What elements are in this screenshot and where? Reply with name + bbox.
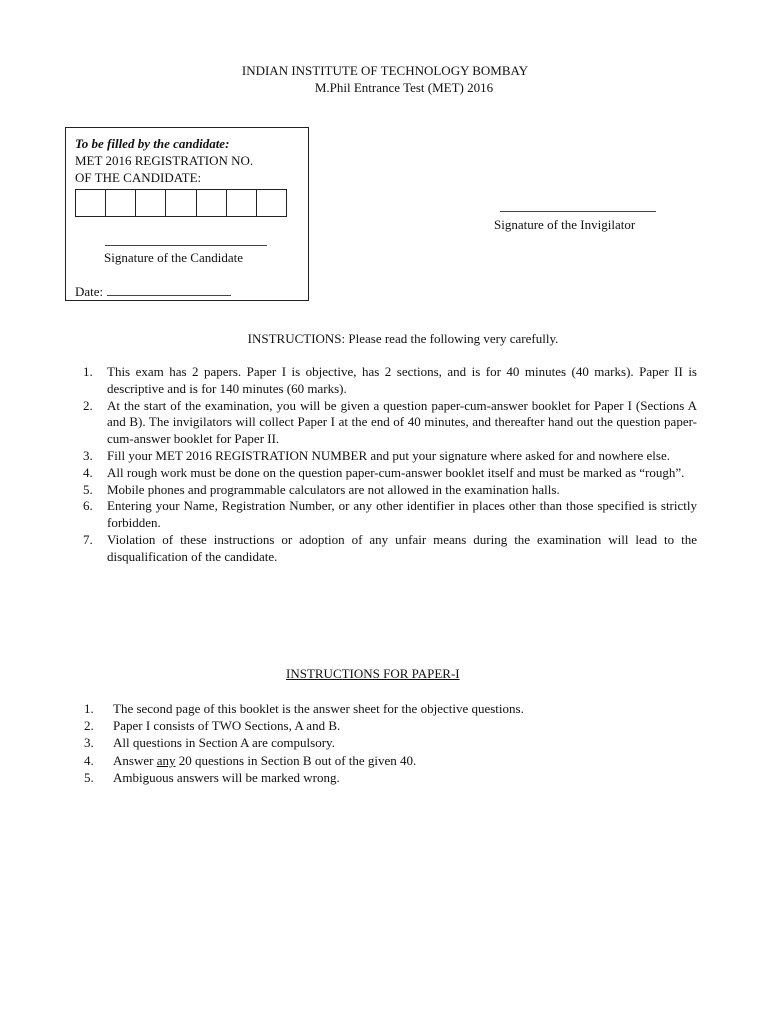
- list-item-number: 3.: [83, 447, 93, 463]
- list-item-text: Violation of these instructions or adoption of any unfair means during the examination will lead to the disqualification of the candidate.: [107, 531, 697, 564]
- list-item-number: 7.: [83, 531, 93, 547]
- test-name: M.Phil Entrance Test (MET) 2016: [314, 80, 494, 95]
- invigilator-signature-block: [494, 211, 656, 233]
- list-item-number: 3.: [84, 735, 94, 751]
- list-item-text: At the start of the examination, you will be given a question paper-cum-answer booklet for Paper I (Sections A and B). The invigilators will collect Paper I at the end of 40 minutes, and thereafter hand out the question paper-cum-answer booklet for Paper II.: [107, 397, 697, 447]
- list-item: [83, 465, 697, 482]
- registration-digit-box[interactable]: [257, 190, 286, 216]
- instructions-list: [83, 364, 697, 566]
- list-item: [84, 769, 644, 786]
- registration-digit-box[interactable]: [76, 190, 106, 216]
- list-item-number: 1.: [83, 364, 93, 379]
- list-item-text: Ambiguous answers will be marked wrong.: [113, 769, 340, 785]
- instructions-title: INSTRUCTIONS: Please read the following very carefully.: [247, 331, 559, 346]
- registration-digit-box[interactable]: [106, 190, 136, 216]
- list-item-text: All questions in Section A are compulsory.: [113, 735, 335, 751]
- list-item: [83, 482, 697, 499]
- institute-name: INDIAN INSTITUTE OF TECHNOLOGY BOMBAY: [241, 63, 529, 78]
- registration-digit-box[interactable]: [227, 190, 257, 216]
- list-item-number: 5.: [84, 769, 94, 785]
- candidate-box-title: To be filled by the candidate:: [75, 136, 230, 151]
- emphasis-text: any: [156, 752, 176, 768]
- registration-digit-box[interactable]: [136, 190, 166, 216]
- list-item-text-pre: Answer: [113, 752, 157, 768]
- candidate-signature-label: Signature of the Candidate: [104, 250, 243, 265]
- list-item-text: This exam has 2 papers. Paper I is objective, has 2 sections, and is for 40 minutes (40 marks). Paper II is descriptive and is for 140 minutes (60 marks).: [107, 364, 697, 396]
- list-item-number: 6.: [83, 498, 93, 514]
- list-item-number: 4.: [84, 752, 94, 768]
- registration-digit-box[interactable]: [197, 190, 227, 216]
- date-row: [75, 283, 308, 300]
- list-item: [83, 532, 697, 566]
- list-item-text: Paper I consists of TWO Sections, A and B.: [113, 718, 341, 734]
- page-header: [0, 62, 770, 96]
- list-item-text-post: 20 questions in Section B out of the given 40.: [175, 752, 417, 768]
- registration-number-grid[interactable]: [75, 189, 287, 217]
- registration-digit-box[interactable]: [166, 190, 196, 216]
- list-item-number: 2.: [83, 397, 93, 413]
- registration-label-line1: MET 2016 REGISTRATION NO.: [75, 153, 254, 168]
- list-item: [83, 448, 697, 465]
- paper1-instructions-list: [84, 700, 644, 786]
- list-item: [83, 398, 697, 448]
- registration-label-line2: OF THE CANDIDATE:: [75, 170, 202, 185]
- list-item-number: 4.: [83, 464, 93, 480]
- list-item-text: The second page of this booklet is the answer sheet for the objective questions.: [113, 701, 524, 716]
- candidate-signature-line[interactable]: [105, 245, 267, 246]
- paper1-instructions-title: INSTRUCTIONS FOR PAPER-I: [286, 666, 460, 681]
- list-item-text: Fill your MET 2016 REGISTRATION NUMBER and put your signature where asked for and nowhere else.: [107, 447, 670, 463]
- list-item: [83, 364, 697, 398]
- list-item: [83, 498, 697, 532]
- list-item: [84, 717, 644, 734]
- candidate-box: [65, 127, 309, 301]
- date-label: Date:: [75, 284, 104, 299]
- list-item-text: All rough work must be done on the question paper-cum-answer booklet itself and must be marked as “rough”.: [107, 464, 685, 480]
- list-item-number: 1.: [84, 701, 94, 716]
- invigilator-signature-label: Signature of the Invigilator: [494, 217, 636, 232]
- invigilator-signature-line[interactable]: [500, 211, 656, 212]
- list-item: [84, 700, 644, 717]
- list-item-text: Mobile phones and programmable calculators are not allowed in the examination halls.: [107, 481, 560, 497]
- list-item: [84, 752, 644, 769]
- list-item: [84, 734, 644, 751]
- list-item-text: Entering your Name, Registration Number, or any other identifier in places other than those specified is strictly forbidden.: [107, 498, 697, 531]
- date-line[interactable]: [107, 285, 231, 296]
- list-item-number: 5.: [83, 481, 93, 497]
- list-item-number: 2.: [84, 718, 94, 734]
